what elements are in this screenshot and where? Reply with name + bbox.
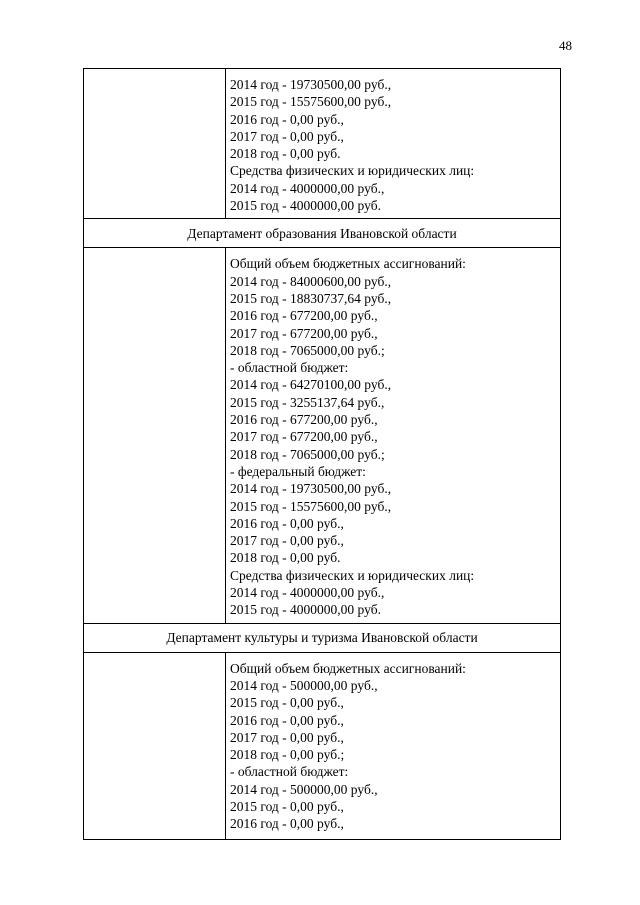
funding-line: 2014 год - 500000,00 руб., <box>230 677 378 693</box>
table-row <box>84 69 561 219</box>
funding-line: 2016 год - 0,00 руб., <box>230 712 344 728</box>
funding-line: 2016 год - 677200,00 руб., <box>230 412 378 428</box>
table-row <box>84 652 561 839</box>
funding-line: 2015 год - 4000000,00 руб. <box>230 602 381 618</box>
funding-line: 2015 год - 15575600,00 руб., <box>230 498 392 514</box>
empty-left-cell <box>84 248 226 623</box>
funding-line: 2014 год - 4000000,00 руб., <box>230 180 385 196</box>
funding-line: 2015 год - 0,00 руб., <box>230 695 344 711</box>
funding-line: 2015 год - 4000000,00 руб. <box>230 198 381 214</box>
funding-line: 2016 год - 0,00 руб., <box>230 515 344 531</box>
funding-line: 2017 год - 0,00 руб., <box>230 128 344 144</box>
funding-line: - областной бюджет: <box>230 764 349 780</box>
funding-line: - федеральный бюджет: <box>230 463 366 479</box>
funding-line: 2015 год - 18830737,64 руб., <box>230 290 392 306</box>
funding-line: 2014 год - 64270100,00 руб., <box>230 377 392 393</box>
funding-line: 2018 год - 7065000,00 руб.; <box>230 342 385 358</box>
funding-line: 2016 год - 0,00 руб., <box>230 816 344 832</box>
funding-line: 2018 год - 0,00 руб.; <box>230 747 345 763</box>
funding-line: 2017 год - 0,00 руб., <box>230 729 344 745</box>
funding-line: 2014 год - 19730500,00 руб., <box>230 481 392 497</box>
department-header: Департамент образования Ивановской области <box>84 219 561 248</box>
funding-line: 2016 год - 677200,00 руб., <box>230 308 378 324</box>
funding-line: 2017 год - 0,00 руб., <box>230 533 344 549</box>
funding-line: Общий объем бюджетных ассигнований: <box>230 660 466 676</box>
table-row <box>84 248 561 623</box>
funding-line: 2017 год - 677200,00 руб., <box>230 325 378 341</box>
funding-line: - областной бюджет: <box>230 360 349 376</box>
funding-line: 2017 год - 677200,00 руб., <box>230 429 378 445</box>
funding-line: 2014 год - 500000,00 руб., <box>230 781 378 797</box>
funding-line: 2018 год - 7065000,00 руб.; <box>230 446 385 462</box>
funding-details-cell <box>226 69 561 219</box>
page-number: 48 <box>559 38 572 53</box>
funding-details-cell <box>226 652 561 839</box>
funding-details-cell <box>226 248 561 623</box>
funding-line: Средства физических и юридических лиц: <box>230 163 475 179</box>
funding-line: 2018 год - 0,00 руб. <box>230 146 341 162</box>
funding-line: 2016 год - 0,00 руб., <box>230 111 344 127</box>
funding-line: 2015 год - 15575600,00 руб., <box>230 94 392 110</box>
empty-left-cell <box>84 69 226 219</box>
funding-line: Средства физических и юридических лиц: <box>230 567 475 583</box>
funding-table <box>83 68 561 840</box>
funding-line: 2015 год - 0,00 руб., <box>230 798 344 814</box>
funding-line: 2014 год - 19730500,00 руб., <box>230 77 392 92</box>
funding-line: Общий объем бюджетных ассигнований: <box>230 256 466 272</box>
table-row <box>84 219 561 248</box>
funding-line: 2014 год - 4000000,00 руб., <box>230 585 385 601</box>
table-row <box>84 623 561 652</box>
funding-line: 2014 год - 84000600,00 руб., <box>230 273 392 289</box>
funding-line: 2018 год - 0,00 руб. <box>230 550 341 566</box>
funding-line: 2015 год - 3255137,64 руб., <box>230 394 385 410</box>
empty-left-cell <box>84 652 226 839</box>
department-header: Департамент культуры и туризма Ивановской области <box>84 623 561 652</box>
